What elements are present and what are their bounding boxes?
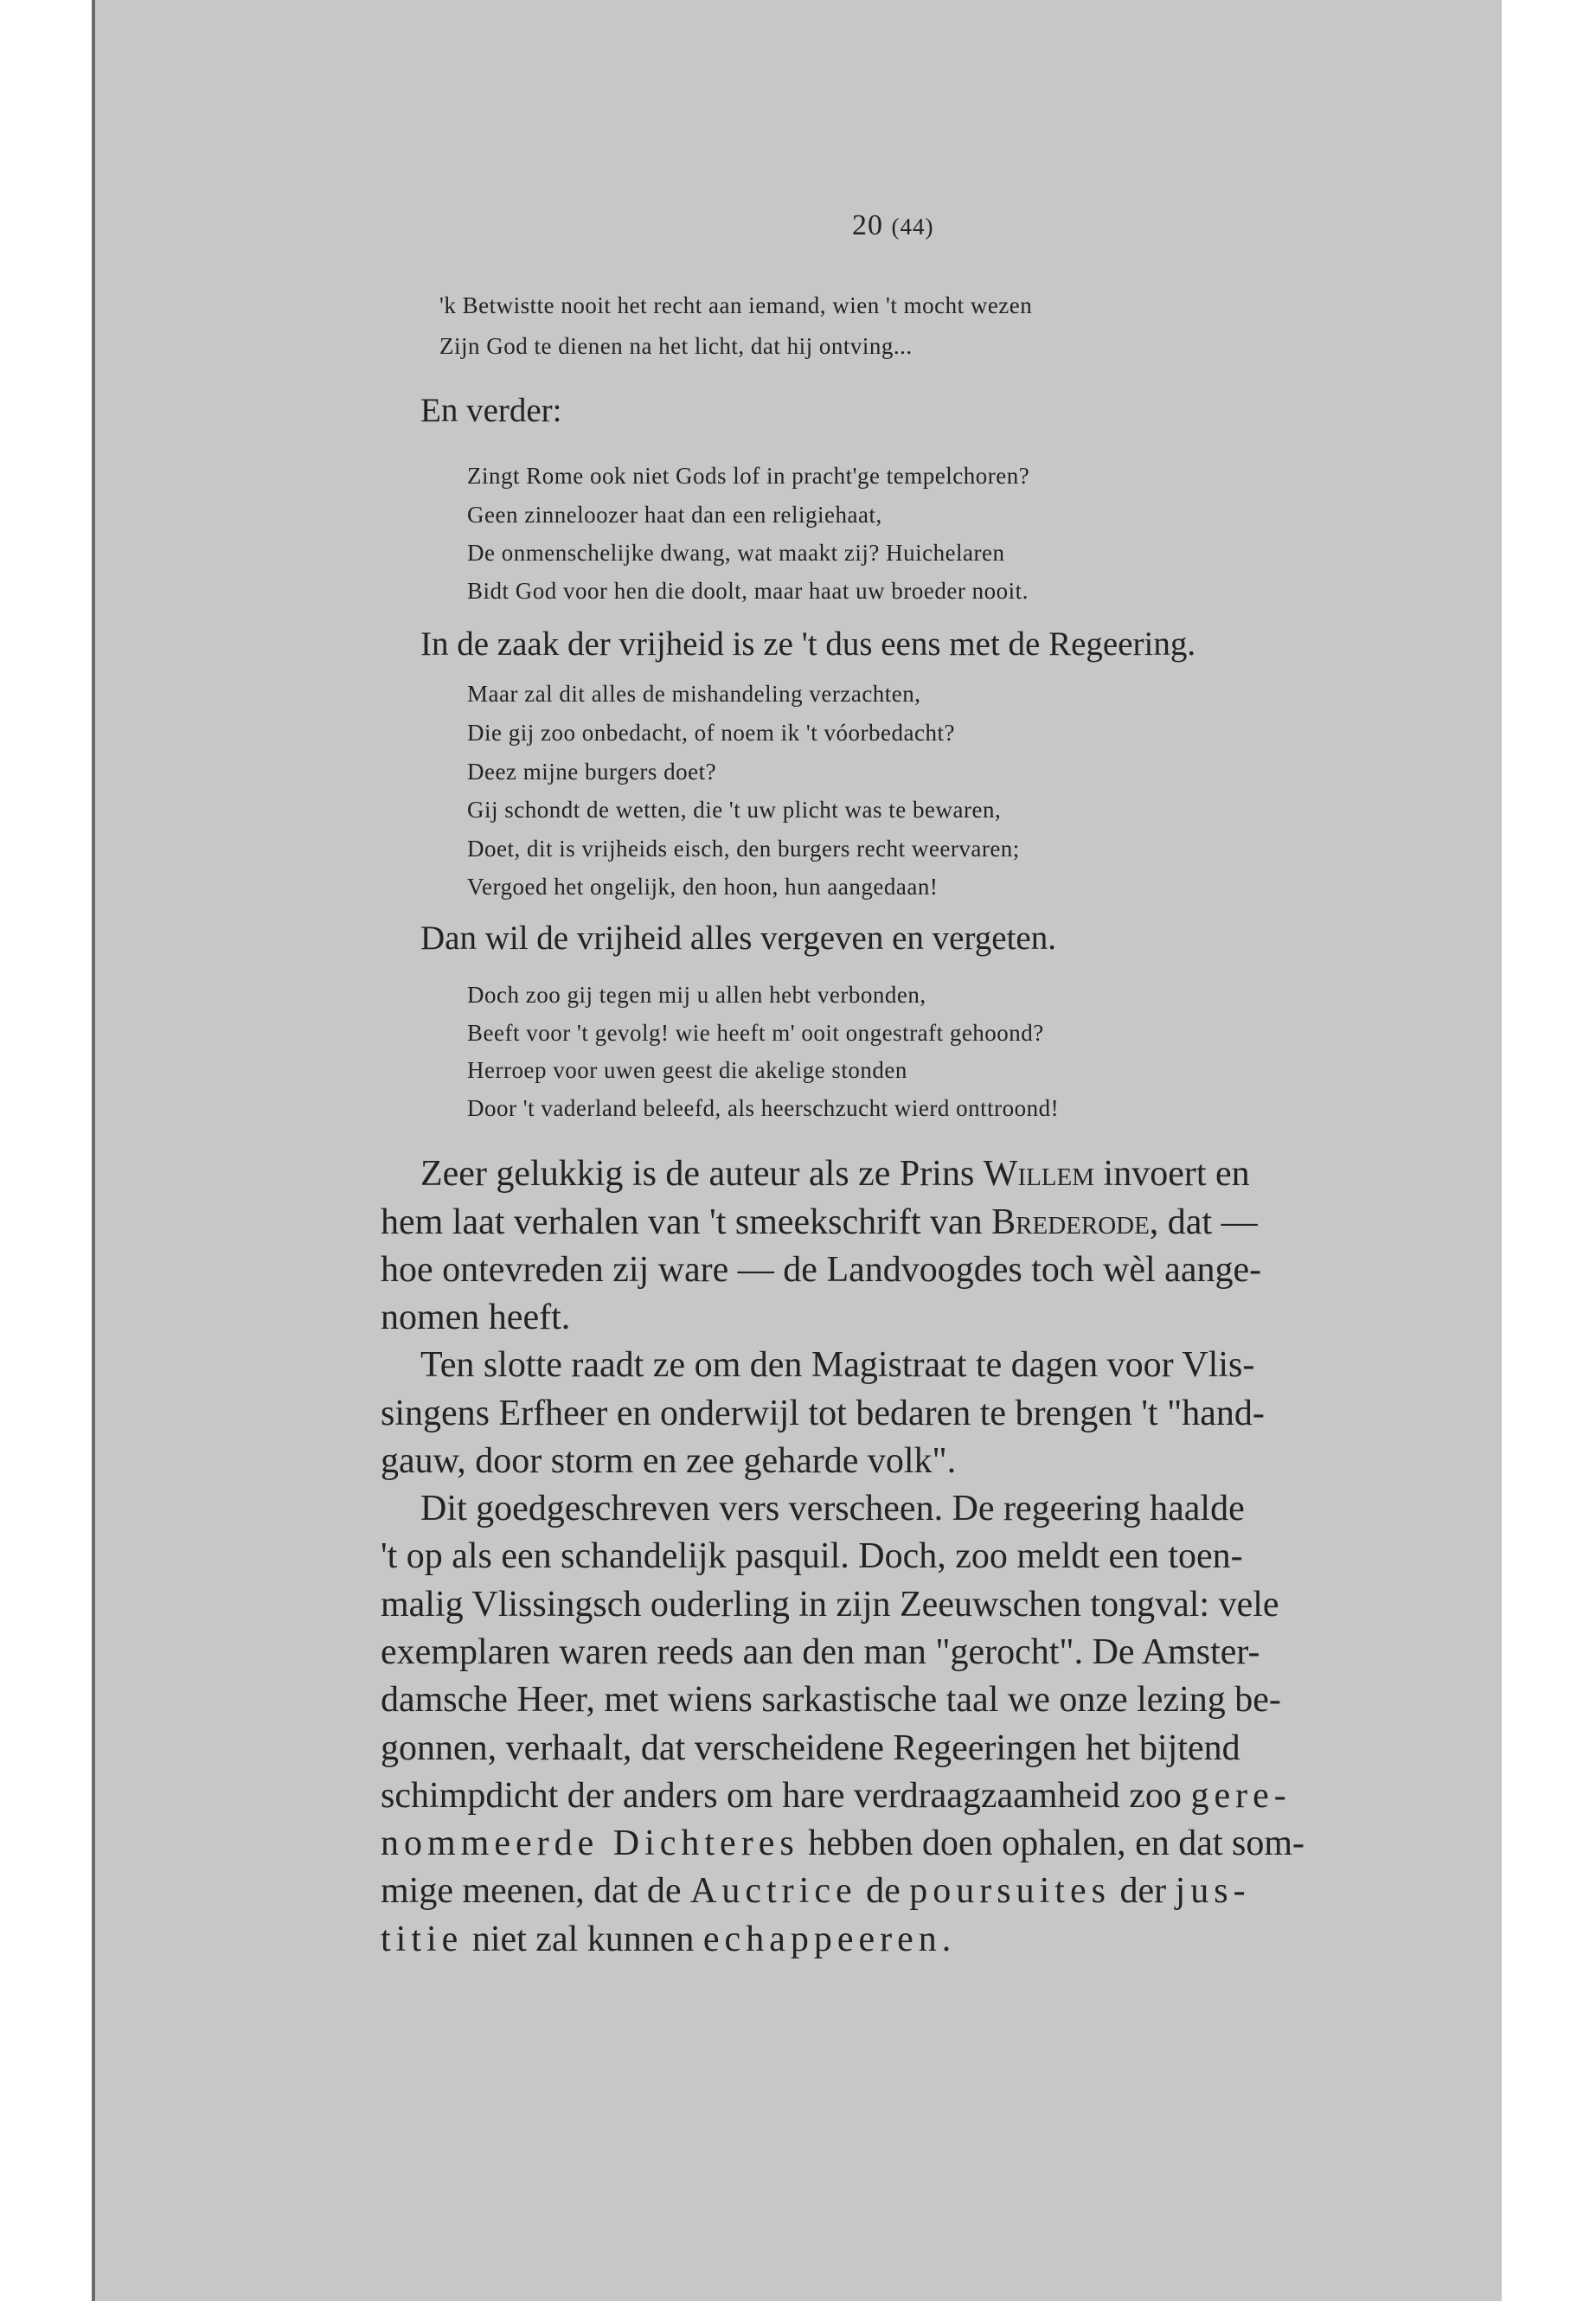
paragraph-line: titie niet zal kunnen echappeeren. xyxy=(381,1920,957,1959)
page-number-value: 20 xyxy=(852,209,883,241)
paragraph-line: schimpdicht der anders om hare verdraagzaamheid zoo gere- xyxy=(381,1776,1292,1816)
paragraph-line: singens Erfheer en onderwijl tot bedaren te brengen 't "hand- xyxy=(381,1394,1265,1433)
paragraph-line: 't op als een schandelijk pasquil. Doch, zoo meldt een toen- xyxy=(381,1536,1243,1576)
paragraph-line: gonnen, verhaalt, dat verscheidene Regeeringen het bijtend xyxy=(381,1728,1240,1768)
signature-mark: (44) xyxy=(891,214,934,240)
paragraph-line: malig Vlissingsch ouderling in zijn Zeeuwschen tongval: vele xyxy=(381,1585,1279,1625)
quote1-line: 'k Betwistte nooit het recht aan iemand, wien 't mocht wezen xyxy=(439,292,1033,318)
paragraph-line: Zeer gelukkig is de auteur als ze Prins Willem invoert en xyxy=(420,1154,1250,1194)
paragraph-line: Dit goedgeschreven vers verscheen. De regeering haalde xyxy=(420,1489,1245,1529)
paragraph-line: nomen heeft. xyxy=(381,1298,571,1337)
paragraph-line: damsche Heer, met wiens sarkastische taal we onze lezing be- xyxy=(381,1680,1281,1720)
name-willem: Willem xyxy=(983,1154,1095,1194)
quote4-line: Doch zoo gij tegen mij u allen hebt verbonden, xyxy=(467,982,926,1008)
quote3-line: Vergoed het ongelijk, den hoon, hun aangedaan! xyxy=(467,874,939,900)
quote4-line: Door 't vaderland beleefd, als heerschzucht wierd onttroond! xyxy=(467,1095,1060,1121)
quote3-line: Deez mijne burgers doet? xyxy=(467,759,717,785)
paragraph-line: nommeerde Dichteres hebben doen ophalen, en dat som- xyxy=(381,1823,1305,1863)
paragraph-line: exemplaren waren reeds aan den man "gerocht". De Amster- xyxy=(381,1632,1260,1672)
intro-line: En verder: xyxy=(420,392,562,429)
paragraph-line: gauw, door storm en zee geharde volk". xyxy=(381,1441,957,1481)
quote1-line: Zijn God te dienen na het licht, dat hij ontving... xyxy=(439,333,913,359)
scan-left-margin xyxy=(0,0,92,2301)
quote4-line: Beeft voor 't gevolg! wie heeft m' ooit ongestraft gehoond? xyxy=(467,1020,1044,1046)
quote3-line: Gij schondt de wetten, die 't uw plicht was te bewaren, xyxy=(467,797,1002,823)
intro-line: In de zaak der vrijheid is ze 't dus eens met de Regeering. xyxy=(420,625,1196,663)
intro-line: Dan wil de vrijheid alles vergeven en vergeten. xyxy=(420,920,1056,957)
quote3-line: Die gij zoo onbedacht, of noem ik 't vóorbedacht? xyxy=(467,720,955,746)
name-brederode: Brederode xyxy=(991,1202,1150,1242)
scan-right-margin xyxy=(1502,0,1596,2301)
quote3-line: Doet, dit is vrijheids eisch, den burgers recht weervaren; xyxy=(467,836,1020,862)
quote2-line: Geen zinneloozer haat dan een religiehaat, xyxy=(467,502,882,528)
paragraph-line: hoe ontevreden zij ware — de Landvoogdes toch wèl aange- xyxy=(381,1250,1262,1290)
quote2-line: Zingt Rome ook niet Gods lof in pracht'ge tempelchoren? xyxy=(467,463,1030,489)
quote4-line: Herroep voor uwen geest die akelige stonden xyxy=(467,1057,907,1083)
quote2-line: Bidt God voor hen die doolt, maar haat uw broeder nooit. xyxy=(467,578,1029,604)
quote3-line: Maar zal dit alles de mishandeling verzachten, xyxy=(467,681,921,707)
paragraph-line: Ten slotte raadt ze om den Magistraat te dagen voor Vlis- xyxy=(420,1345,1255,1385)
paragraph-line: hem laat verhalen van 't smeekschrift van Brederode, dat — xyxy=(381,1202,1258,1242)
quote2-line: De onmenschelijke dwang, wat maakt zij? Huichelaren xyxy=(467,540,1005,566)
page-number xyxy=(852,209,933,242)
paragraph-line: mige meenen, dat de Auctrice de poursuites der jus- xyxy=(381,1871,1251,1911)
